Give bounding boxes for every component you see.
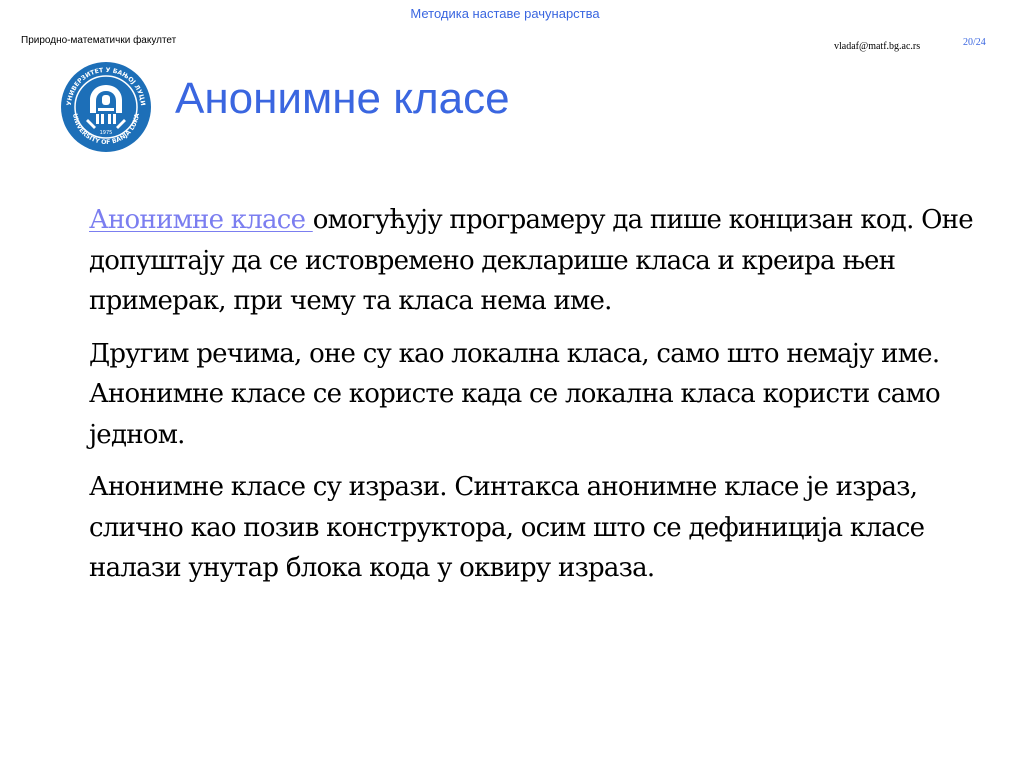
author-email: vladaf@matf.bg.ac.rs <box>834 41 921 52</box>
university-of-banja-luka-seal-icon <box>60 61 152 153</box>
paragraph-2: Другим речима, оне су као локална класа, само што немају име. Анонимне класе се користе када се локална класа користи само једном. <box>89 338 940 450</box>
seal-text-top: УНИВЕРЗИТЕТ У БАЊОЈ ЛУЦИ <box>65 66 147 106</box>
paragraph-1 <box>89 200 979 322</box>
paragraph-1-text: омогућују програмеру да пише концизан код. Оне допуштају да се истовремено декларише класа и креира њен примерак, при чему та класа нема име. <box>89 205 973 316</box>
seal-text-bottom: UNIVERSITY OF BANJA LUKA <box>71 112 141 147</box>
slide-title: Анонимне класе <box>175 74 510 123</box>
paragraph-3: Анонимне класе су изрази. Синтакса анонимне класе је израз, слично као позив конструктора, осим што се дефиниција класе налази унутар блока кода у оквиру израза. <box>89 472 925 583</box>
seal-year: 1975 <box>99 130 113 136</box>
slide-content <box>89 200 979 601</box>
course-title: Методика наставе рачунарства <box>410 6 600 21</box>
anonymous-classes-link[interactable]: Анонимне класе <box>89 205 313 235</box>
page-number: 20/24 <box>963 37 986 48</box>
faculty-name: Природно-математички факултет <box>21 35 177 46</box>
